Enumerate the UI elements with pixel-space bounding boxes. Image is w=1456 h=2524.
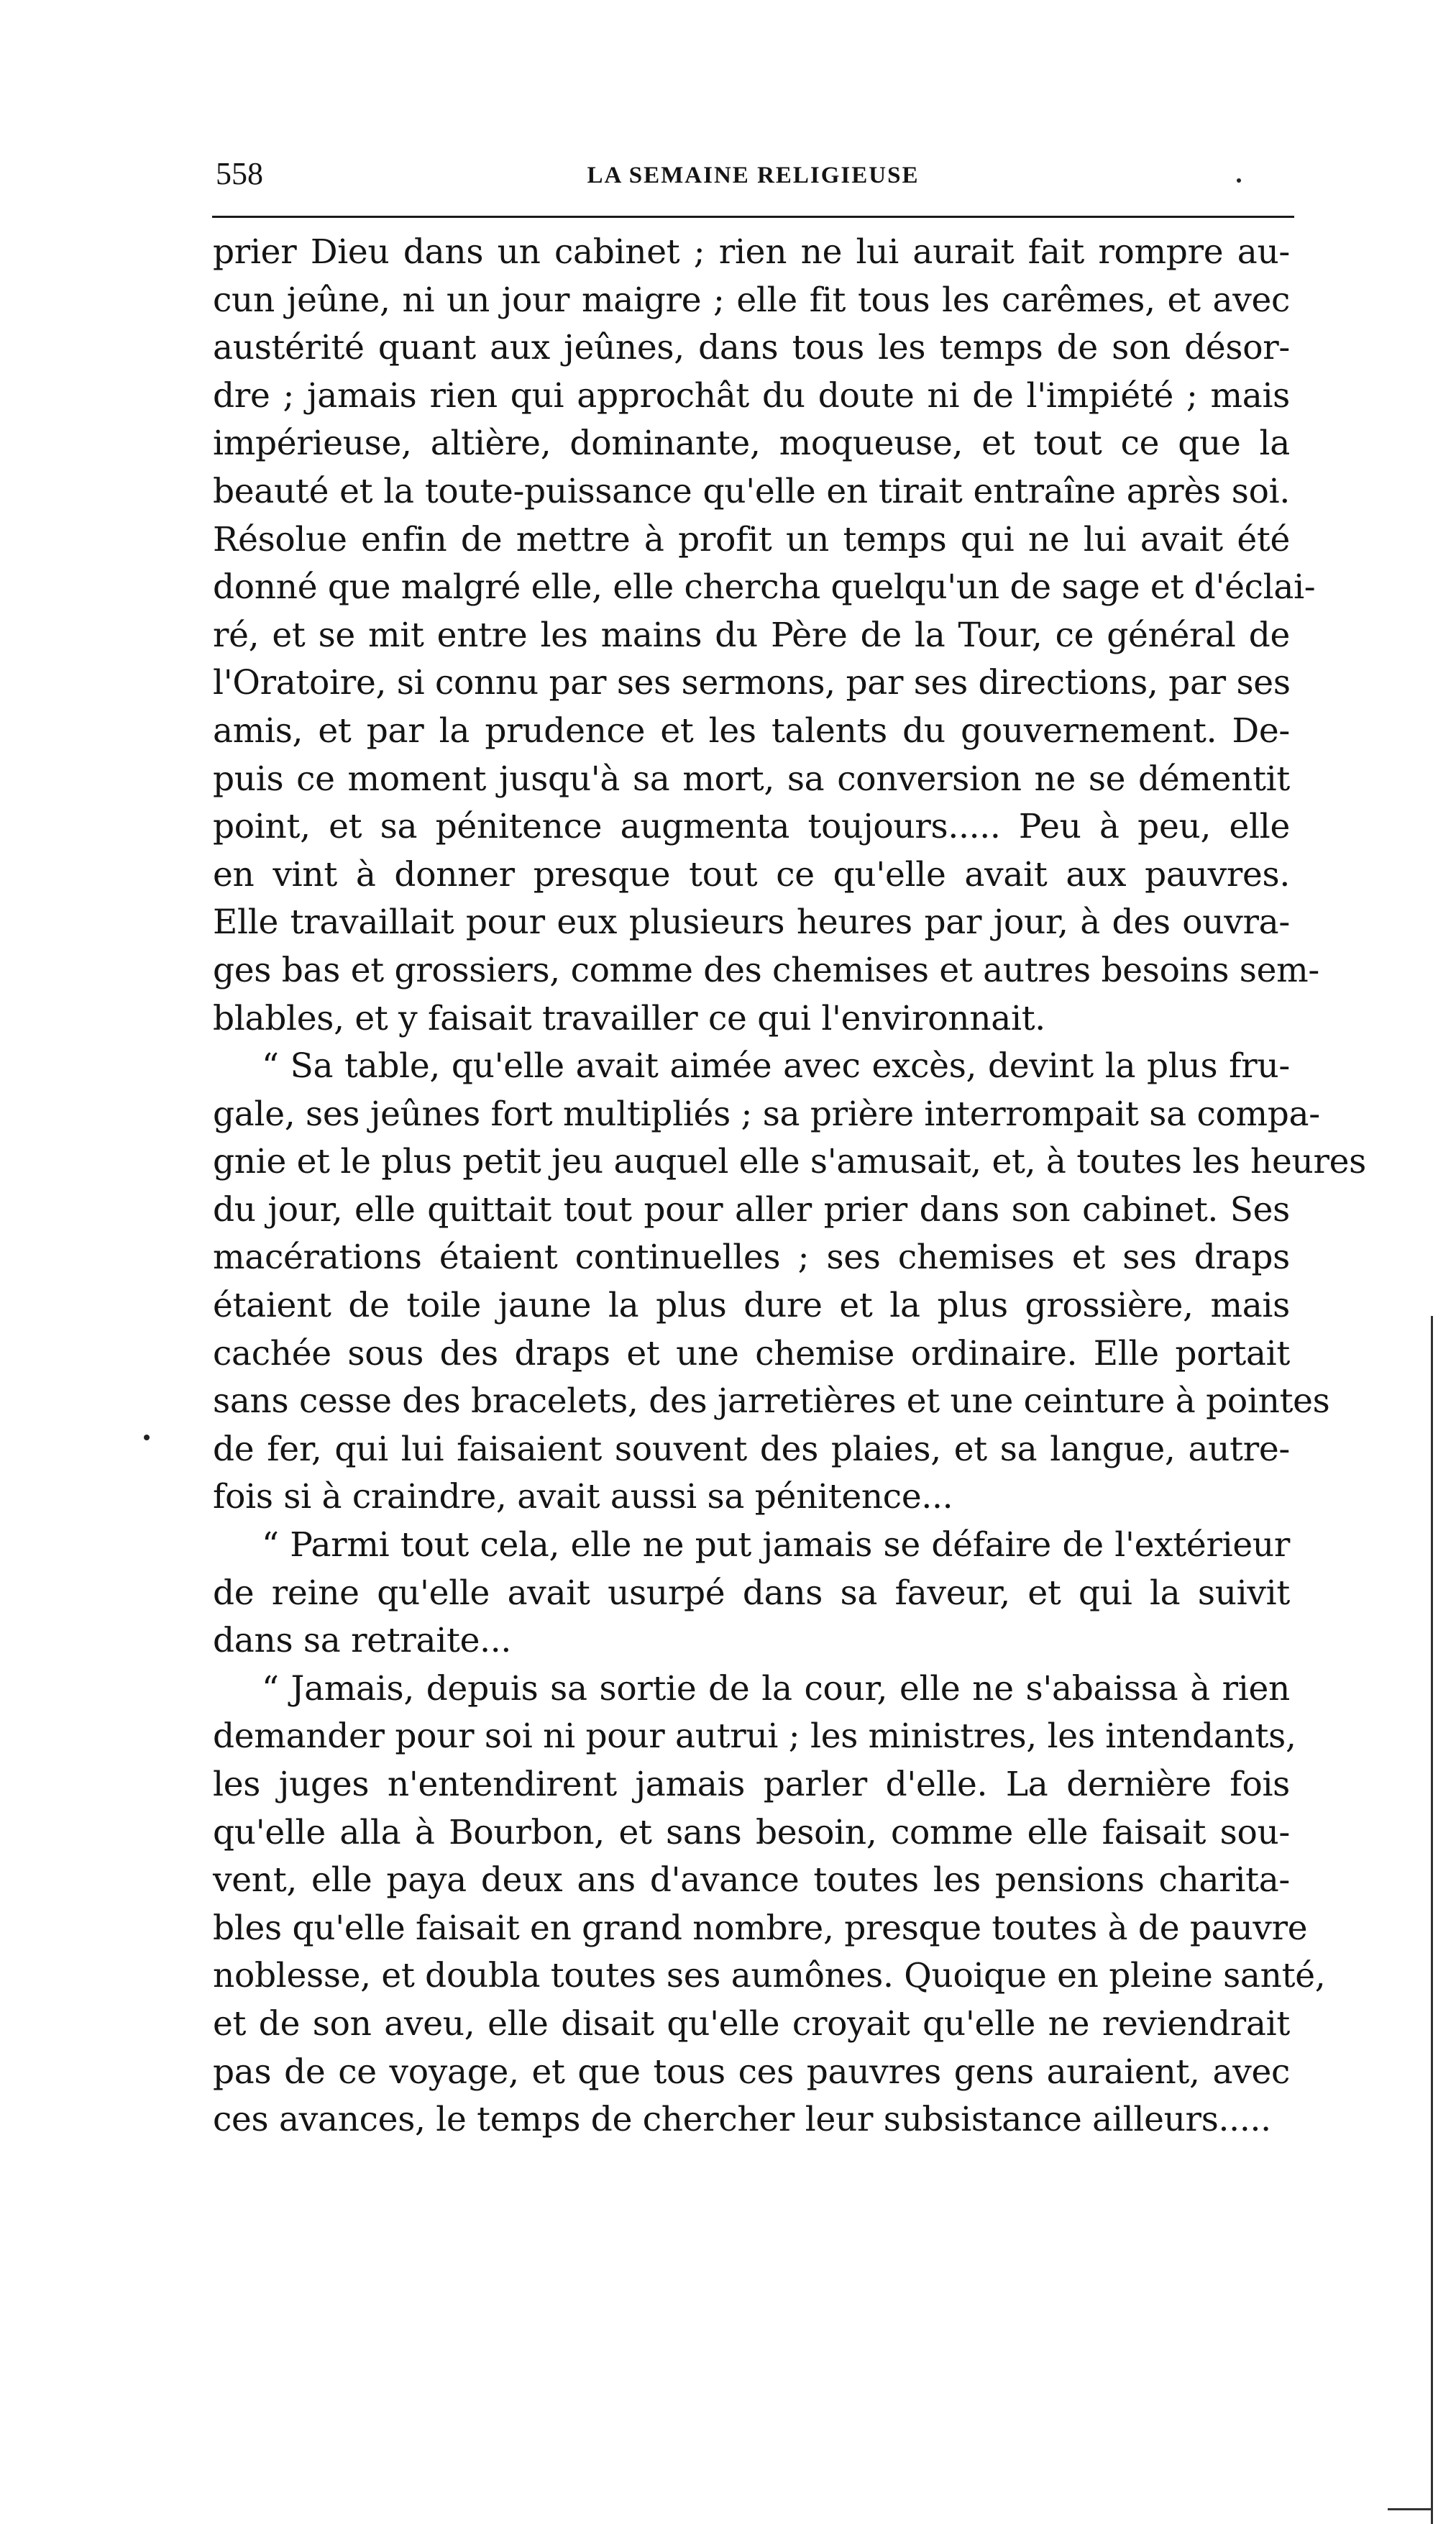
text-line: “ Sa table, qu'elle avait aimée avec excès, devint la plus fru- [262,1046,1290,1087]
text-line: les juges n'entendirent jamais parler d'elle. La dernière fois [213,1765,1290,1804]
text-line: Résolue enfin de mettre à profit un temps qui ne lui avait été [213,519,1290,559]
paragraph [213,229,1319,1043]
text-line: étaient de toile jaune la plus dure et la plus grossière, mais [213,1286,1290,1326]
running-head [216,152,1291,196]
text-line: austérité quant aux jeûnes, dans tous les temps de son désor- [213,328,1290,368]
text-line: amis, et par la prudence et les talents du gouvernement. De- [213,710,1290,751]
page-edge-line [1431,1316,1433,2524]
text-line: et de son aveu, elle disait qu'elle croyait qu'elle ne reviendrait [213,2003,1290,2044]
margin-speck [144,1435,150,1440]
text-line: dans sa retraite... [213,1621,512,1661]
text-line: ces avances, le temps de chercher leur subsistance ailleurs..... [213,2100,1271,2140]
text-line: beauté et la toute-puissance qu'elle en tirait entraîne après soi. [213,471,1290,511]
text-line: ré, et se mit entre les mains du Père de la Tour, ce général de [213,615,1290,655]
text-line: donné que malgré elle, elle chercha quelqu'un de sage et d'éclai- [213,567,1316,608]
header-rule [212,216,1294,218]
text-line: dre ; jamais rien qui approchât du doute ni de l'impiété ; mais [213,375,1290,416]
paragraph [213,1665,1326,2144]
text-line: impérieuse, altière, dominante, moqueuse, et tout ce que la [213,424,1290,464]
paragraph [213,1522,1290,1665]
text-line: macérations étaient continuelles ; ses chemises et ses draps [213,1238,1290,1278]
text-line: puis ce moment jusqu'à sa mort, sa conversion ne se démentit [213,759,1290,799]
text-line: sans cesse des bracelets, des jarretières et une ceinture à pointes [213,1381,1330,1422]
text-line: qu'elle alla à Bourbon, et sans besoin, comme elle faisait sou- [213,1812,1290,1852]
text-line: vent, elle paya deux ans d'avance toutes les pensions charita- [213,1860,1290,1901]
text-line: demander pour soi ni pour autrui ; les ministres, les intendants, [213,1716,1296,1757]
text-line: blables, et y faisait travailler ce qui l'environnait. [213,998,1045,1038]
paragraph [213,1043,1366,1522]
text-line: cun jeûne, ni un jour maigre ; elle fit tous les carêmes, et avec [213,280,1290,320]
text-line: pas de ce voyage, et que tous ces pauvres gens auraient, avec [213,2052,1290,2092]
page-number: 558 [216,156,263,191]
text-line: prier Dieu dans un cabinet ; rien ne lui aurait fait rompre au- [213,232,1290,272]
text-line: Elle travaillait pour eux plusieurs heures par jour, à des ouvra- [213,902,1290,943]
text-line: point, et sa pénitence augmenta toujours..... Peu à peu, elle [213,807,1290,847]
page-edge-foot [1388,2508,1432,2510]
text-line: “ Jamais, depuis sa sortie de la cour, elle ne s'abaissa à rien [262,1668,1290,1709]
body-text [213,229,1366,2144]
text-line: ges bas et grossiers, comme des chemises et autres besoins sem- [213,950,1319,990]
text-line: fois si à craindre, avait aussi sa pénitence... [213,1477,953,1517]
text-line: l'Oratoire, si connu par ses sermons, par ses directions, par ses [213,663,1291,703]
text-line: cachée sous des draps et une chemise ordinaire. Elle portait [213,1333,1290,1373]
text-line: “ Parmi tout cela, elle ne put jamais se défaire de l'extérieur [262,1525,1290,1565]
text-line: gnie et le plus petit jeu auquel elle s'amusait, et, à toutes les heures [213,1142,1366,1182]
journal-title: LA SEMAINE RELIGIEUSE [587,163,920,188]
text-line: du jour, elle quittait tout pour aller prier dans son cabinet. Ses [213,1189,1290,1230]
text-line: en vint à donner presque tout ce qu'elle avait aux pauvres. [213,854,1290,895]
text-line: de reine qu'elle avait usurpé dans sa faveur, et qui la suivit [213,1573,1290,1613]
text-line: gale, ses jeûnes fort multipliés ; sa prière interrompait sa compa- [213,1094,1320,1134]
margin-speck [1237,178,1241,183]
text-line: bles qu'elle faisait en grand nombre, presque toutes à de pauvre [213,1908,1308,1948]
text-line: noblesse, et doubla toutes ses aumônes. Quoique en pleine santé, [213,1956,1326,1996]
text-line: de fer, qui lui faisaient souvent des plaies, et sa langue, autre- [213,1429,1290,1469]
